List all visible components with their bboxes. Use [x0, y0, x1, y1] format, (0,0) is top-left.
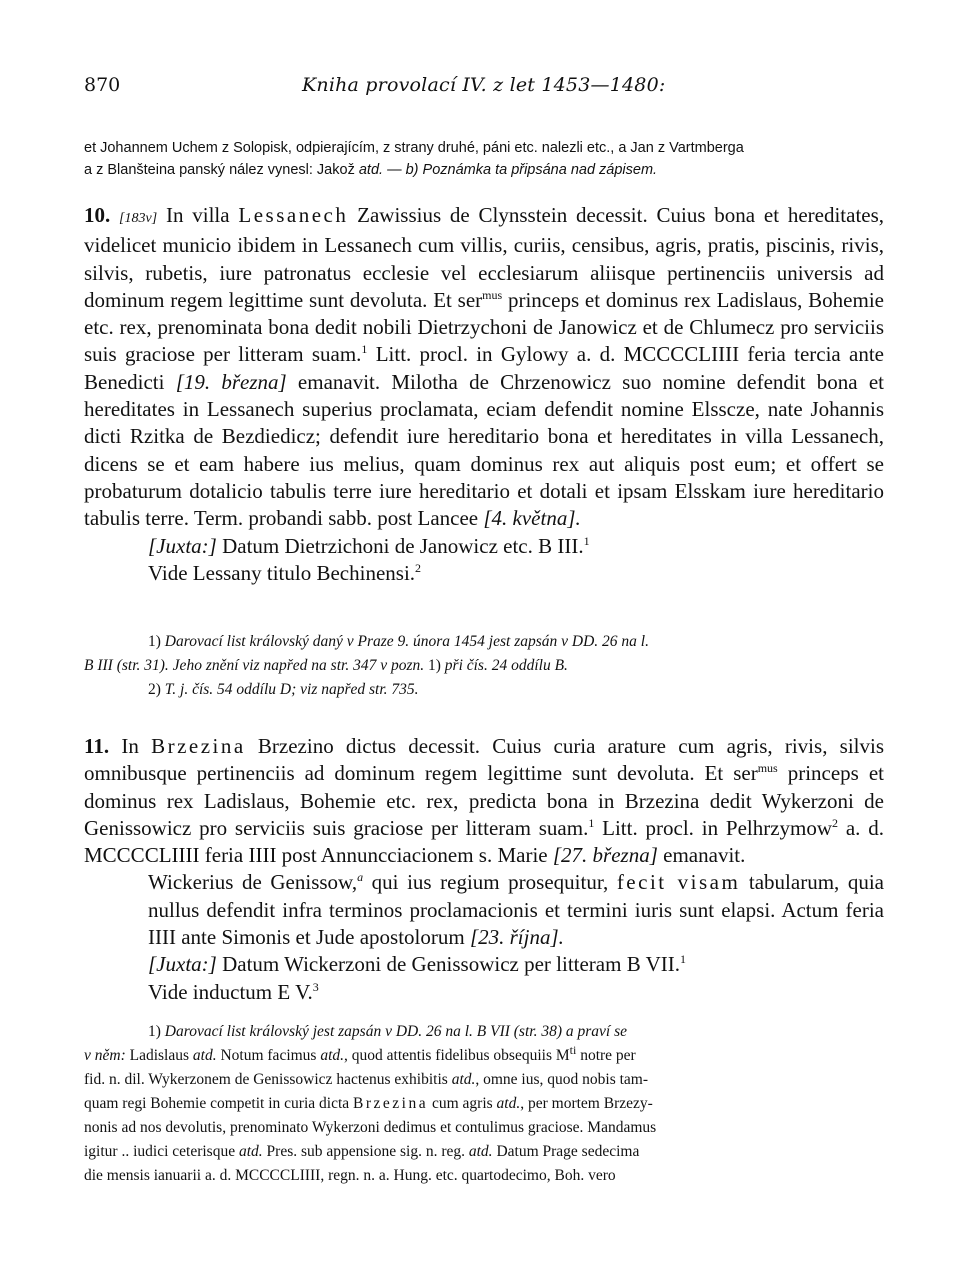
- footnote-ref: 1: [588, 815, 595, 830]
- spaced-text: fecit visam: [616, 870, 741, 895]
- entry-text: a. d. MCCCCLIIII feria IIII post Annuncciacionem s. Marie: [84, 815, 884, 868]
- footnote-text: Darovací list královský daný v Praze 9. února 1454 jest zapsán v DD. 26 na l.: [164, 633, 649, 650]
- footnote-ref: 1: [583, 533, 590, 548]
- entry-paragraph: [84, 733, 884, 869]
- entry-text: Zawissius de Clynsstein decessit. Cuius bona et hereditates, videlicet municio ibidem in Lessanech cum villis, curiis, censibus, agris, pratis, piscinis, rivis, silvis, rubetis, iure patronatus ecclesie vel ecclesiarum aliisque pertinenciis universis ad dominum regem legittime sunt devoluta. Et ser: [84, 203, 885, 312]
- entry-paragraph: [84, 202, 884, 533]
- footnote-text: Pres. sub appensione sig. n. reg.: [262, 1143, 469, 1160]
- continued-footnote: [84, 137, 884, 181]
- page-header: [84, 74, 884, 100]
- juxta-line: [84, 533, 884, 560]
- place-name: Brzezina: [151, 734, 246, 758]
- entry-text: emanavit. Milotha de Chrzenowicz suo nomine defendit bona et hereditates in Lessanech superius proclamata, eciam defendit nomine Elsscze, nate Johannis dicti Rzitka de Bezdiedicz; defendit iure hereditario bona et hereditates in villa Lessanech, dicens se et eam habere ius melius, quam dominus rex aut aliquis post eum; et offert se probaturum dotalicio tabulis terre iure hereditario et dotali et ipsam Elsskam iure hereditario tabulis terre. Term. probandi sabb. post Lancee: [84, 369, 884, 531]
- entry-text: Wickerius de Genissow,: [148, 870, 358, 895]
- folio-ref: [183v]: [119, 211, 158, 226]
- footnote-text: , per mortem Brzezy-: [520, 1095, 653, 1112]
- entry-text: qui ius regium prosequitur,: [363, 870, 617, 895]
- entry-11-footnotes: [84, 1020, 884, 1188]
- footnote-number: 1): [148, 1023, 161, 1040]
- footnote-ref: 2: [832, 815, 839, 830]
- footnote-text: et Johannem Uchem z Solopisk, odpierajícím, z strany druhé, páni etc. nalezli etc., a Jan z Vartmberga: [84, 140, 744, 156]
- place-name: Lessanech: [238, 203, 349, 227]
- superscript: mus: [482, 287, 503, 302]
- footnote-number: 1): [148, 633, 161, 650]
- footnote-text: Ladislaus: [125, 1047, 193, 1064]
- footnote-ref: 1: [361, 342, 368, 357]
- footnote-ref: 3: [312, 979, 319, 994]
- footnote-text: nonis ad nos devolutis, prenominato Wykerzoni dedimus et contulimus graciose. Mandamus: [84, 1119, 657, 1136]
- date-note: [27. března]: [552, 843, 658, 868]
- entry-text: princeps et dominus rex Ladislaus, Bohemie etc. rex, predicta bona in Brzezina dedit Wykerzoni de Genissowicz pro serviciis suis graciose per litteram suam.: [84, 761, 884, 840]
- footnote-number: 2): [148, 681, 161, 698]
- footnote-line: [84, 159, 884, 181]
- date-note: [23. října].: [469, 925, 564, 950]
- date-note: [4. května].: [483, 506, 581, 531]
- footnote-line: [84, 1092, 884, 1116]
- entry-number: 11.: [84, 734, 110, 758]
- date-note: [19. března]: [175, 369, 287, 394]
- footnote-text: atd.: [358, 162, 384, 178]
- footnote-text: igitur .. iudici ceterisque: [84, 1143, 239, 1160]
- footnote-text: fid. n. dil. Wykerzonem de Genissowicz hactenus exhibitis: [84, 1071, 452, 1088]
- running-title: Kniha provolací IV. z let 1453—1480:: [302, 74, 666, 96]
- entry-10-footnotes: [84, 630, 884, 702]
- footnote-text: a z Blanšteina panský nález vynesl: Jakož: [84, 162, 355, 178]
- footnote-line: [84, 1164, 884, 1188]
- entry-text: Datum Dietrzichoni de Janowicz etc. B III.: [216, 533, 584, 558]
- footnote-line: [84, 1116, 884, 1140]
- footnote-text: quam regi Bohemie competit in curia dicta: [84, 1095, 354, 1112]
- entry-text: Vide Lessany titulo Bechinensi.: [148, 560, 416, 585]
- entry-text: In: [121, 734, 139, 758]
- footnote-line: [84, 678, 884, 702]
- footnote-line: [84, 1068, 884, 1092]
- entry-text: In villa: [165, 203, 230, 227]
- footnote-text: 1): [427, 657, 441, 674]
- footnote-line: [84, 1140, 884, 1164]
- entry-text: tabularum, quia nullus defendit infra terminos proclamacionis et termini iuris sunt elapsi. Actum feria IIII ante Simonis et Jude apostolorum: [148, 870, 885, 950]
- entry-text: Brzezino dictus decessit. Cuius curia arature cum agris, rivis, silvis omnibusque pertinenciis ad dominum regem legittime sunt devoluta. Et ser: [84, 734, 885, 786]
- footnote-text: atd.: [192, 1047, 217, 1064]
- vide-line: [84, 560, 884, 587]
- entry-text: Litt. procl. in Gylowy a. d. MCCCCLIIII feria tercia ante Benedicti: [84, 342, 884, 394]
- entry-number: 10.: [84, 203, 111, 227]
- entry-text: Datum Wickerzoni de Genissowicz per litteram B VII.: [216, 952, 680, 977]
- juxta-label: [Juxta:]: [148, 533, 217, 558]
- footnote-text: die mensis ianuarii a. d. MCCCCLIIII, regn. n. a. Hung. etc. quartodecimo, Boh. vero: [84, 1167, 616, 1184]
- footnote-text: T. j. čís. 54 oddílu D; viz napřed str. 735.: [164, 681, 419, 698]
- footnote-line: [84, 137, 884, 159]
- footnote-ref: a: [357, 870, 364, 885]
- footnote-text: cum agris: [428, 1095, 497, 1112]
- entry-text: princeps et dominus rex Ladislaus, Bohemie etc. rex, prenominata bona dedit nobili Dietrzychoni de Janowicz et de Chlumecz pro serviciis suis graciose per litteram suam.: [84, 287, 884, 367]
- footnote-text: , quod attentis fidelibus obsequiis M: [344, 1047, 570, 1064]
- footnote-text: B III (str. 31). Jeho znění viz napřed na str. 347 v pozn.: [84, 657, 428, 674]
- footnote-text: , omne ius, quod nobis tam-: [475, 1071, 649, 1088]
- entry-paragraph: [84, 869, 884, 951]
- entry-text: Vide inductum E V.: [148, 979, 313, 1004]
- footnote-line: [84, 654, 884, 678]
- footnote-text: notre per: [576, 1047, 636, 1064]
- footnote-text: atd.: [451, 1071, 476, 1088]
- footnote-text: v něm:: [84, 1047, 126, 1064]
- footnote-ref: 2: [415, 560, 422, 575]
- juxta-label: [Juxta:]: [148, 952, 217, 977]
- place-name: Brzezina: [353, 1095, 429, 1112]
- juxta-line: [84, 951, 884, 978]
- entry-text: emanavit.: [657, 843, 746, 868]
- footnote-text: Datum Prage sedecima: [492, 1143, 640, 1160]
- footnote-text: atd.: [320, 1047, 345, 1064]
- footnote-text: atd.: [468, 1143, 493, 1160]
- superscript: ti: [569, 1042, 577, 1057]
- footnote-ref: 1: [680, 952, 686, 967]
- footnote-line: [84, 1044, 884, 1068]
- entry-text: Litt. procl. in Pelhrzymow: [594, 815, 833, 840]
- footnote-text: při čís. 24 oddílu B.: [440, 657, 568, 674]
- footnote-text: Darovací list královský jest zapsán v DD. 26 na l. B VII (str. 38) a praví se: [164, 1023, 628, 1040]
- footnote-line: [84, 630, 884, 654]
- entry-10: [84, 202, 884, 587]
- entry-11: [84, 733, 884, 1006]
- footnote-text: Notum facimus: [216, 1047, 321, 1064]
- vide-line: [84, 979, 884, 1006]
- footnote-line: [84, 1020, 884, 1044]
- footnote-text: atd.: [496, 1095, 521, 1112]
- footnote-text: —: [387, 162, 402, 178]
- footnote-text: atd.: [238, 1143, 263, 1160]
- page-number: 870: [84, 74, 121, 96]
- footnote-text: b) Poznámka ta připsána nad zápisem.: [405, 162, 658, 178]
- superscript: mus: [757, 761, 778, 776]
